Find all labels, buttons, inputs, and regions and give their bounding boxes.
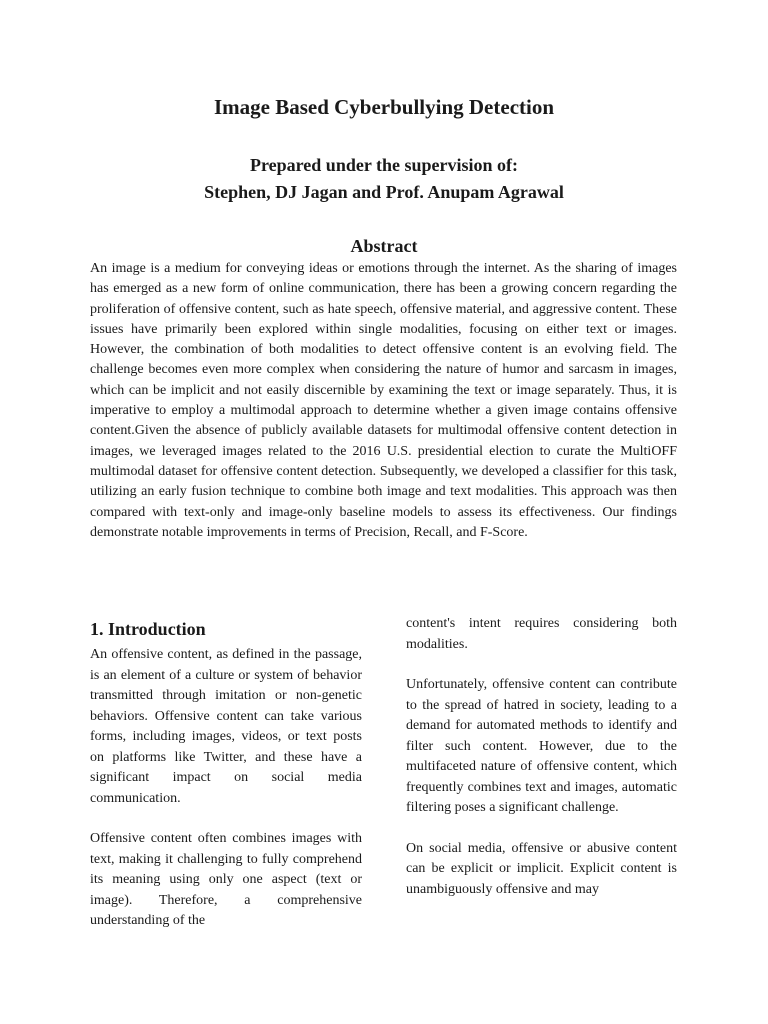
intro-paragraph: content's intent requires considering both modalities. [406,616,677,652]
abstract-text: An image is a medium for conveying ideas or emotions through the internet. As the sharing of images has emerged as a new form of online communication, there has been a growing concern regarding the proliferation of offensive content, such as hate speech, offensive material, and aggressive content. These issues have primarily been explored within single modalities, focusing on either text or images. However, the combination of both modalities to detect offensive content is an evolving field. The challenge becomes even more complex when considering the nature of humor and sarcasm in images, which can be implicit and not easily discernible by examining the text or image separately. Thus, it is imperative to employ a multimodal approach to determine whether a given image contains offensive content.Given the absence of publicly available datasets for multimodal offensive content detection in images, we leveraged images related to the 2016 U.S. presidential election to curate the MultiOFF multimodal dataset for offensive content detection. Subsequently, we developed a classifier for this task, utilizing an early fusion technique to combine both image and text modalities. This approach was then compared with text-only and image-only baseline models to assess its effectiveness. Our findings demonstrate notable improvements in terms of Precision, Recall, and F-Score. [90,261,677,540]
supervisor-names: Stephen, DJ Jagan and Prof. Anupam Agrawal [204,182,564,202]
introduction-heading: 1. Introduction [90,619,206,639]
abstract-heading: Abstract [350,236,418,256]
intro-paragraph: On social media, offensive or abusive content can be explicit or implicit. Explicit content is unambiguously offensive and may [406,840,677,897]
supervision-label: Prepared under the supervision of: [249,155,518,175]
intro-paragraph: Offensive content often combines images with text, making it challenging to fully comprehend its meaning using only one aspect (text or image). Therefore, a comprehensive understanding of the [90,831,362,928]
right-column [406,614,677,900]
intro-paragraph: Unfortunately, offensive content can contribute to the spread of hatred in society, leading to a demand for automated methods to identify and filter such content. However, due to the multifaceted nature of offensive content, which frequently combines text and images, automatic filtering poses a significant challenge. [406,677,677,815]
paper-title: Image Based Cyberbullying Detection [213,95,555,119]
intro-paragraph: An offensive content, as defined in the passage, is an element of a culture or system of behavior transmitted through imitation or non-genetic behaviors. Offensive content can take various forms, including images, videos, or text posts on platforms like Twitter, and these have a significant impact on social media communication. [90,647,362,806]
left-column [90,617,362,932]
supervision-block [0,152,768,206]
